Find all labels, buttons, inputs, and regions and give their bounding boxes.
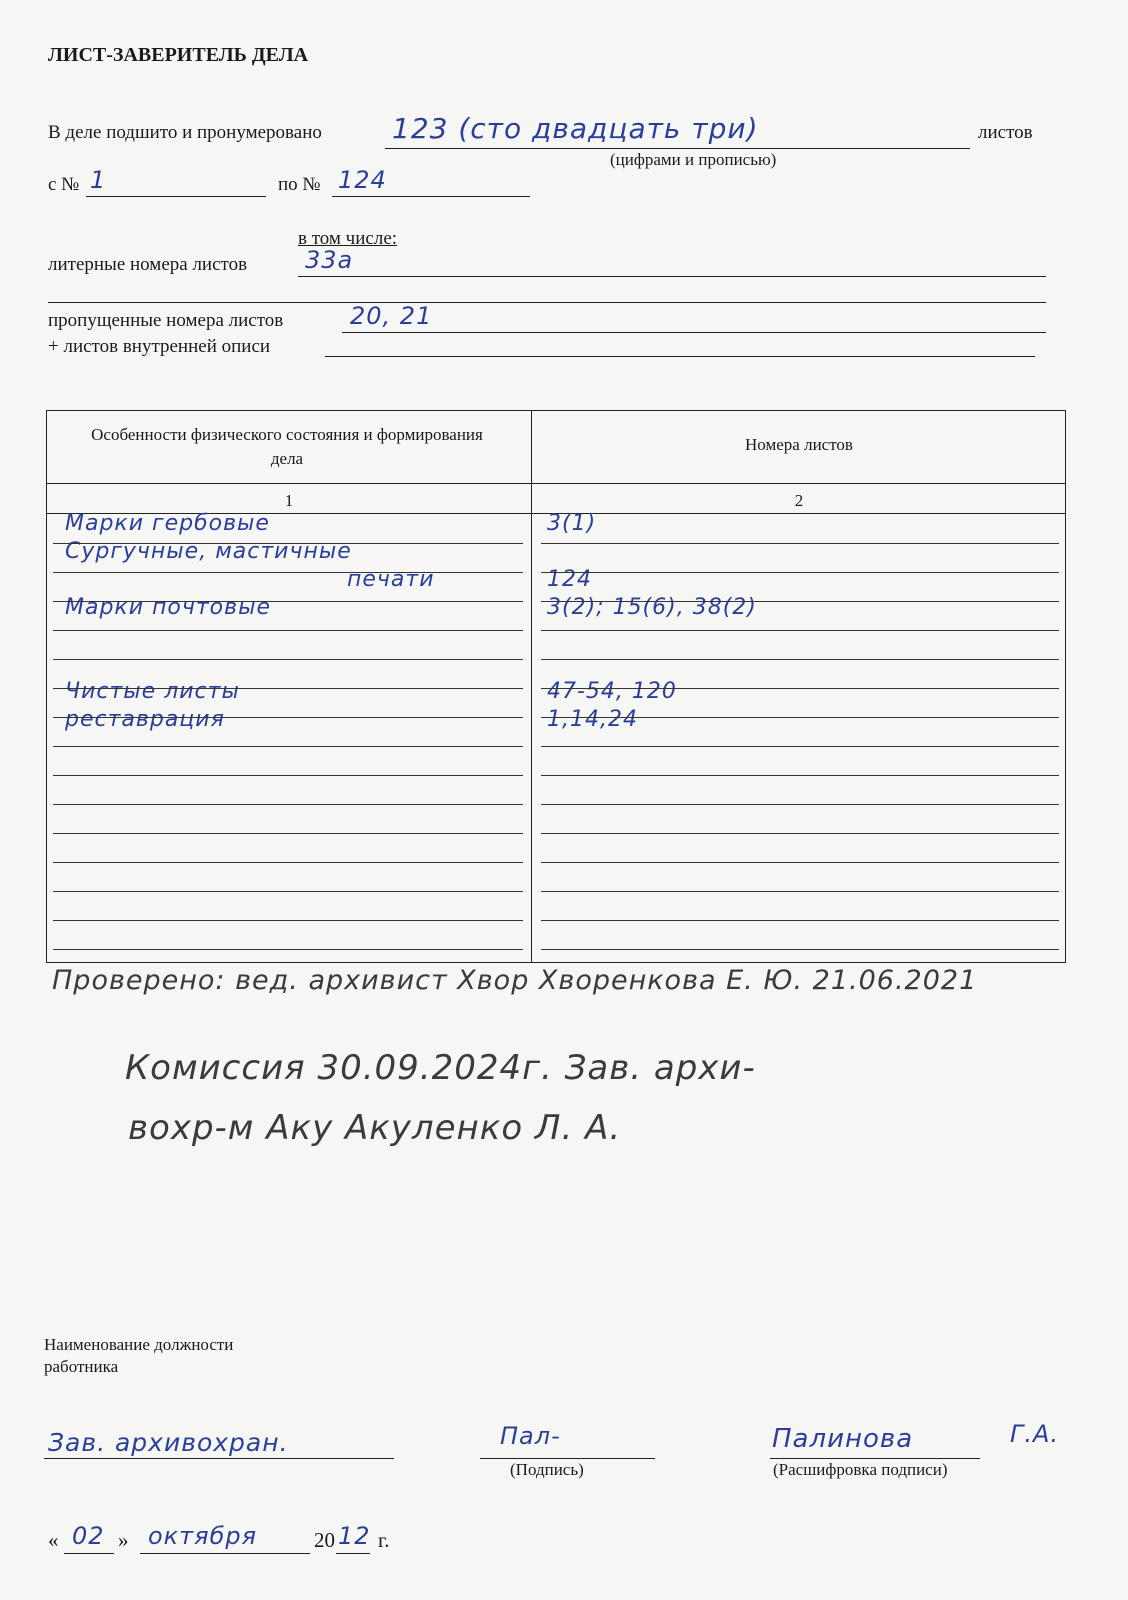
literal-numbers-label: литерные номера листов: [48, 254, 248, 275]
table-rule-right: [541, 804, 1059, 805]
table-rule-left: [53, 804, 523, 805]
table-rule-right: [541, 920, 1059, 921]
table-col2-header: Номера листов: [745, 435, 853, 454]
table-row-3-right: 124: [547, 567, 592, 592]
date-open-quote: «: [48, 1528, 59, 1552]
table-rule-left: [53, 833, 523, 834]
table-rule-left: [53, 746, 523, 747]
table-rule-left: [53, 630, 523, 631]
table-rule-left: [53, 601, 523, 602]
table-rule-right: [541, 572, 1059, 573]
table-rule-left: [53, 572, 523, 573]
table-row-4-left: Марки почтовые: [65, 595, 271, 620]
date-day-line: [64, 1553, 114, 1554]
table-rule-right: [541, 891, 1059, 892]
date-year-suffix: 12: [338, 1522, 371, 1550]
table-rule-left: [53, 688, 523, 689]
date-year-line: [336, 1553, 370, 1554]
table-rule-right: [541, 949, 1059, 950]
date-month-line: [140, 1553, 310, 1554]
table-header-divider: [47, 483, 1065, 484]
table-rule-left: [53, 717, 523, 718]
table-rule-left: [53, 920, 523, 921]
commission-note-line-1: Комиссия 30.09.2024г. Зав. архи-: [125, 1048, 756, 1088]
table-rule-right: [541, 688, 1059, 689]
table-col1-header: Особенности физического состояния и формирования дела: [91, 425, 483, 468]
table-row-1-right: 3(1): [547, 511, 597, 536]
document-title: ЛИСТ-ЗАВЕРИТЕЛЬ ДЕЛА: [48, 44, 309, 66]
literal-numbers-extra-line: [48, 302, 1046, 303]
signature-label: (Подпись): [510, 1460, 584, 1479]
sheets-count-hint: (цифрами и прописью): [610, 150, 777, 169]
range-to-value: 124: [338, 166, 387, 194]
table-rule-right: [541, 630, 1059, 631]
decoding-extra: Г.А.: [1010, 1420, 1060, 1448]
table-rule-left: [53, 949, 523, 950]
date-year-end: г.: [378, 1528, 390, 1552]
date-month: октября: [148, 1522, 258, 1550]
table-rule-left: [53, 543, 523, 544]
decoding-label: (Расшифровка подписи): [773, 1460, 948, 1479]
missing-numbers-label: пропущенные номера листов: [48, 310, 284, 331]
position-line: [44, 1458, 394, 1459]
table-row-1-left: Марки гербовые: [65, 511, 270, 536]
missing-numbers-line: [342, 332, 1046, 333]
table-rule-left: [53, 659, 523, 660]
decoding-value: Палинова: [772, 1424, 914, 1454]
table-row-2-left: Сургучные, мастичные: [65, 539, 352, 564]
table-rule-right: [541, 746, 1059, 747]
sheets-count-label: В деле подшито и пронумеровано: [48, 122, 322, 143]
table-rule-right: [541, 659, 1059, 660]
table-row-3-left: печати: [347, 567, 435, 592]
table-rule-right: [541, 543, 1059, 544]
inner-inventory-line: [325, 356, 1035, 357]
signature-line: [480, 1458, 655, 1459]
range-to-label: по №: [278, 174, 321, 195]
decoding-line: [770, 1458, 980, 1459]
sheets-count-line: [385, 148, 970, 149]
range-from-value: 1: [90, 166, 107, 194]
literal-numbers-value: 33а: [305, 246, 354, 274]
literal-numbers-line: [298, 276, 1046, 277]
date-day: 02: [72, 1522, 105, 1550]
table-rule-right: [541, 862, 1059, 863]
signature-value: Пал-: [500, 1422, 561, 1450]
table-row-6-right: 47-54, 120: [547, 679, 677, 704]
inner-inventory-label: + листов внутренней описи: [48, 336, 271, 357]
range-to-line: [332, 196, 530, 197]
checked-note: Проверено: вед. архивист Хвор Хворенкова Е. Ю. 21.06.2021: [52, 965, 978, 996]
table-rule-right: [541, 833, 1059, 834]
table-row-4-right: 3(2); 15(6), 38(2): [547, 595, 757, 620]
table-rule-right: [541, 601, 1059, 602]
table-rule-left: [53, 891, 523, 892]
date-year-prefix: 20: [314, 1528, 335, 1552]
including-label: в том числе:: [298, 228, 398, 249]
condition-table: [46, 410, 1066, 963]
table-rule-left: [53, 862, 523, 863]
commission-note-line-2: вохр-м Аку Акуленко Л. А.: [128, 1108, 622, 1148]
table-col2-number: 2: [794, 491, 804, 510]
position-label: Наименование должности работника: [44, 1335, 234, 1376]
sheets-suffix-label: листов: [978, 122, 1033, 143]
table-rule-left: [53, 775, 523, 776]
missing-numbers-value: 20, 21: [350, 302, 433, 330]
table-rule-right: [541, 717, 1059, 718]
range-from-label: с №: [48, 174, 80, 195]
range-from-line: [86, 196, 266, 197]
table-row-6-left: Чистые листы: [65, 679, 240, 704]
sheets-count-value: 123 (сто двадцать три): [392, 112, 759, 145]
table-col1-number: 1: [284, 491, 294, 510]
table-row-7-right: 1,14,24: [547, 707, 638, 732]
table-row-7-left: реставрация: [65, 707, 225, 732]
date-close-quote: »: [118, 1528, 129, 1552]
table-rule-right: [541, 775, 1059, 776]
position-value: Зав. архивохран.: [48, 1428, 289, 1457]
